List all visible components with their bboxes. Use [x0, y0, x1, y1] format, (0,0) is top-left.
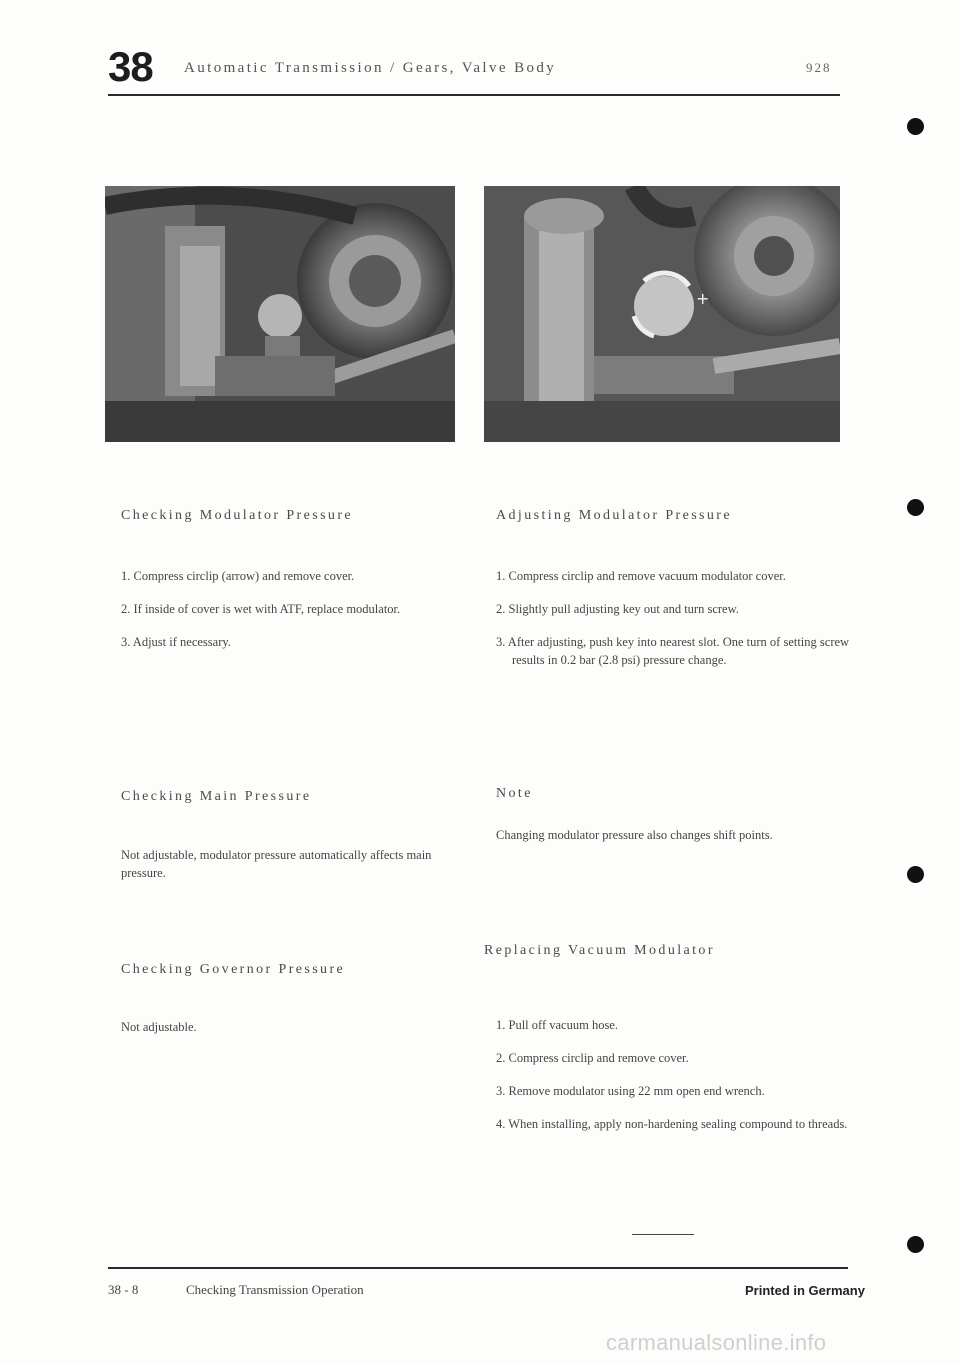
footer-section: Checking Transmission Operation — [186, 1282, 364, 1297]
punch-hole-3 — [907, 866, 924, 883]
chapter-number: 38 — [108, 43, 153, 90]
photo-checking-modulator — [105, 186, 455, 442]
photo-adjusting-modulator — [484, 186, 840, 442]
page-number: 38 - 8 — [108, 1282, 139, 1297]
list-item: 3. Adjust if necessary. — [121, 635, 231, 649]
list-item: 4. When installing, apply non-hardening sealing compound to threads. — [496, 1117, 848, 1131]
punch-hole-1 — [907, 118, 924, 135]
heading-checking-modulator: Checking Modulator Pressure — [121, 508, 353, 523]
note-text: Changing modulator pressure also changes shift points. — [496, 828, 773, 842]
list-item: 1. Pull off vacuum hose. — [496, 1018, 618, 1032]
footer-left — [108, 1282, 364, 1298]
replacing-vacuum-modulator-steps — [496, 1016, 856, 1148]
header-model: 928 — [806, 60, 832, 75]
heading-adjusting-modulator: Adjusting Modulator Pressure — [496, 508, 732, 523]
list-item: 2. If inside of cover is wet with ATF, replace modulator. — [121, 602, 401, 616]
checking-modulator-steps — [121, 567, 451, 666]
heading-note: Note — [496, 786, 533, 801]
adjusting-modulator-steps — [496, 567, 856, 684]
header-rule — [108, 94, 840, 96]
heading-checking-main: Checking Main Pressure — [121, 789, 312, 804]
list-item: 2. Slightly pull adjusting key out and turn screw. — [496, 602, 739, 616]
header-title: Automatic Transmission / Gears, Valve Body — [184, 60, 557, 76]
footer-rule — [108, 1267, 848, 1269]
punch-hole-2 — [907, 499, 924, 516]
list-item: 3. After adjusting, push key into nearest slot. One turn of setting screw results in 0.2 bar (2.8 psi) pressure change. — [496, 635, 850, 667]
printed-in: Printed in Germany — [745, 1283, 865, 1298]
punch-hole-4 — [907, 1236, 924, 1253]
watermark: carmanualsonline.info — [606, 1330, 827, 1355]
list-item: 3. Remove modulator using 22 mm open end wrench. — [496, 1084, 765, 1098]
end-rule — [632, 1234, 694, 1235]
checking-governor-text: Not adjustable. — [121, 1020, 197, 1034]
list-item: 1. Compress circlip and remove vacuum modulator cover. — [496, 569, 786, 583]
list-item: 1. Compress circlip (arrow) and remove cover. — [121, 569, 355, 583]
checking-main-text: Not adjustable, modulator pressure automatically affects main pressure. — [121, 848, 432, 880]
heading-checking-governor: Checking Governor Pressure — [121, 962, 346, 977]
heading-replacing-vacuum-modulator: Replacing Vacuum Modulator — [484, 943, 715, 958]
svg-text:+: + — [696, 289, 710, 308]
list-item: 2. Compress circlip and remove cover. — [496, 1051, 689, 1065]
